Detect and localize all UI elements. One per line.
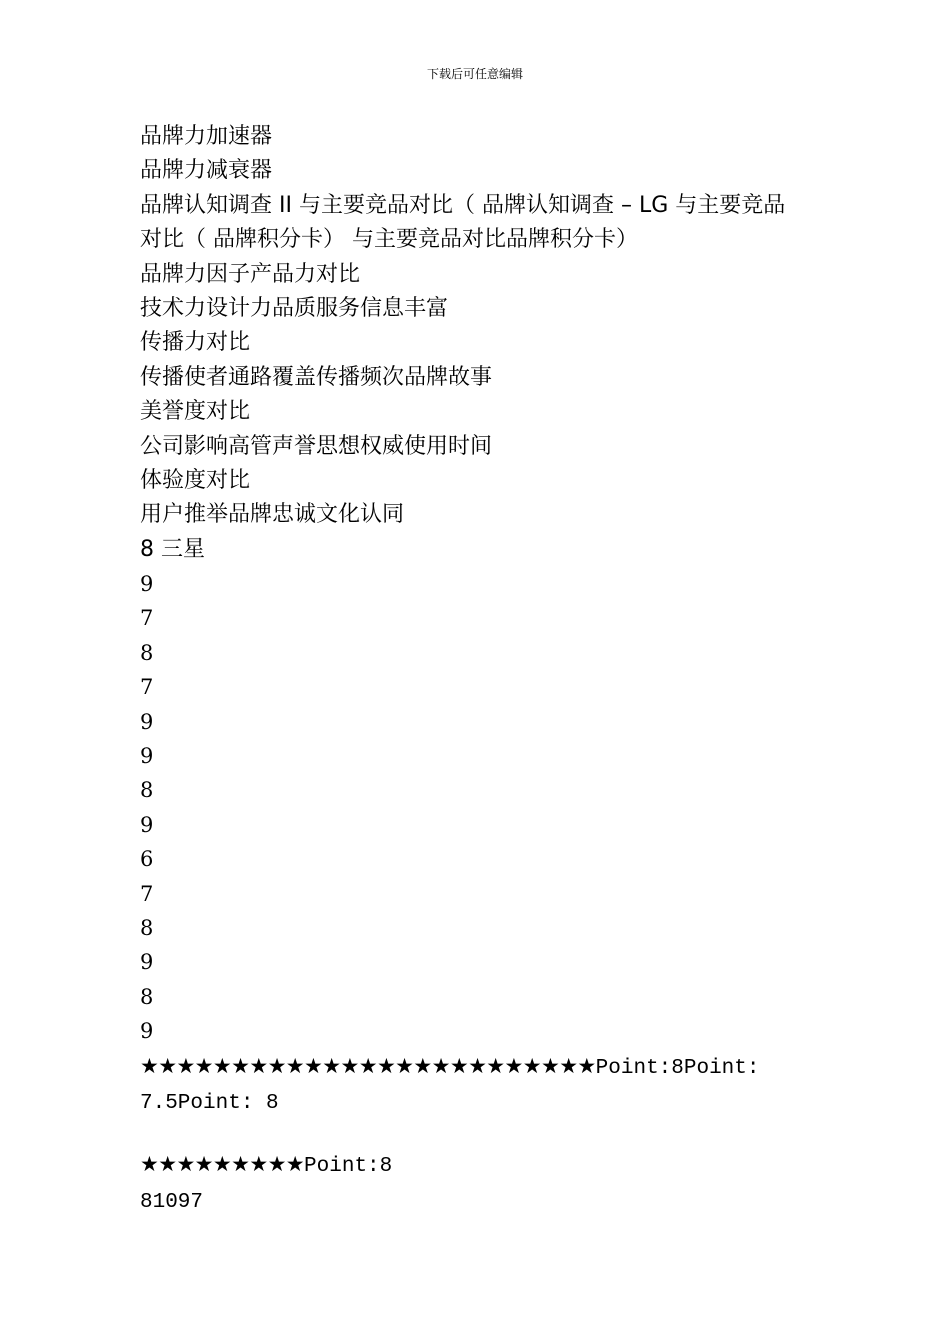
star-rating: ★★★★★★★★★★★★★★★★★★★★★★★★★ — [140, 1053, 596, 1078]
text-line: 传播力对比 — [140, 330, 251, 356]
rating-row-1 — [140, 1049, 820, 1122]
score-number: 9 — [140, 812, 154, 837]
text-line: 品牌力加速器 — [140, 124, 273, 149]
score-number: 8 — [140, 984, 154, 1009]
text-line: 用户推举品牌忠诚文化认同 — [140, 502, 405, 528]
score-number: 7 — [140, 675, 154, 700]
spacer — [140, 1121, 820, 1147]
footer-number: 81097 — [140, 1190, 204, 1214]
text-line: 技术力设计力品质服务信息丰富 — [140, 295, 449, 321]
score-number: 7 — [140, 881, 154, 906]
rating-row-2 — [140, 1147, 820, 1220]
text-line: 体验度对比 — [140, 467, 251, 493]
text-line: 对比（ 品牌积分卡） 与主要竞品对比品牌积分卡） — [140, 227, 638, 253]
text-line: 公司影响高管声誉思想权威使用时间 — [140, 433, 493, 459]
star-rating: ★★★★★★★★★ — [140, 1152, 305, 1177]
score-number: 7 — [140, 606, 154, 631]
text-line: 品牌认知调查 II 与主要竞品对比（ 品牌认知调查 – LG 与主要竞品 — [140, 192, 786, 218]
score-number: 9 — [140, 572, 154, 597]
document-body — [140, 120, 820, 1220]
text-line: 美誉度对比 — [140, 399, 251, 425]
score-number: 9 — [140, 1019, 154, 1044]
text-line: 品牌力减衰器 — [140, 158, 273, 184]
rating-point-text: Point:8Point: — [595, 1056, 760, 1080]
page-header: 下载后可任意编辑 — [426, 67, 523, 81]
score-number: 6 — [140, 847, 154, 872]
rating-point-text: Point:8 — [304, 1155, 393, 1179]
rating-point-text: 7.5Point: 8 — [140, 1091, 279, 1115]
score-number: 9 — [140, 950, 154, 975]
text-line: 品牌力因子产品力对比 — [140, 261, 361, 287]
score-number: 9 — [140, 744, 154, 769]
score-number: 8 — [140, 640, 154, 665]
text-line: 8 三星 — [140, 536, 205, 562]
score-number: 9 — [140, 709, 154, 734]
score-number: 8 — [140, 915, 154, 940]
score-number: 8 — [140, 778, 154, 803]
text-line: 传播使者通路覆盖传播频次品牌故事 — [140, 364, 493, 390]
